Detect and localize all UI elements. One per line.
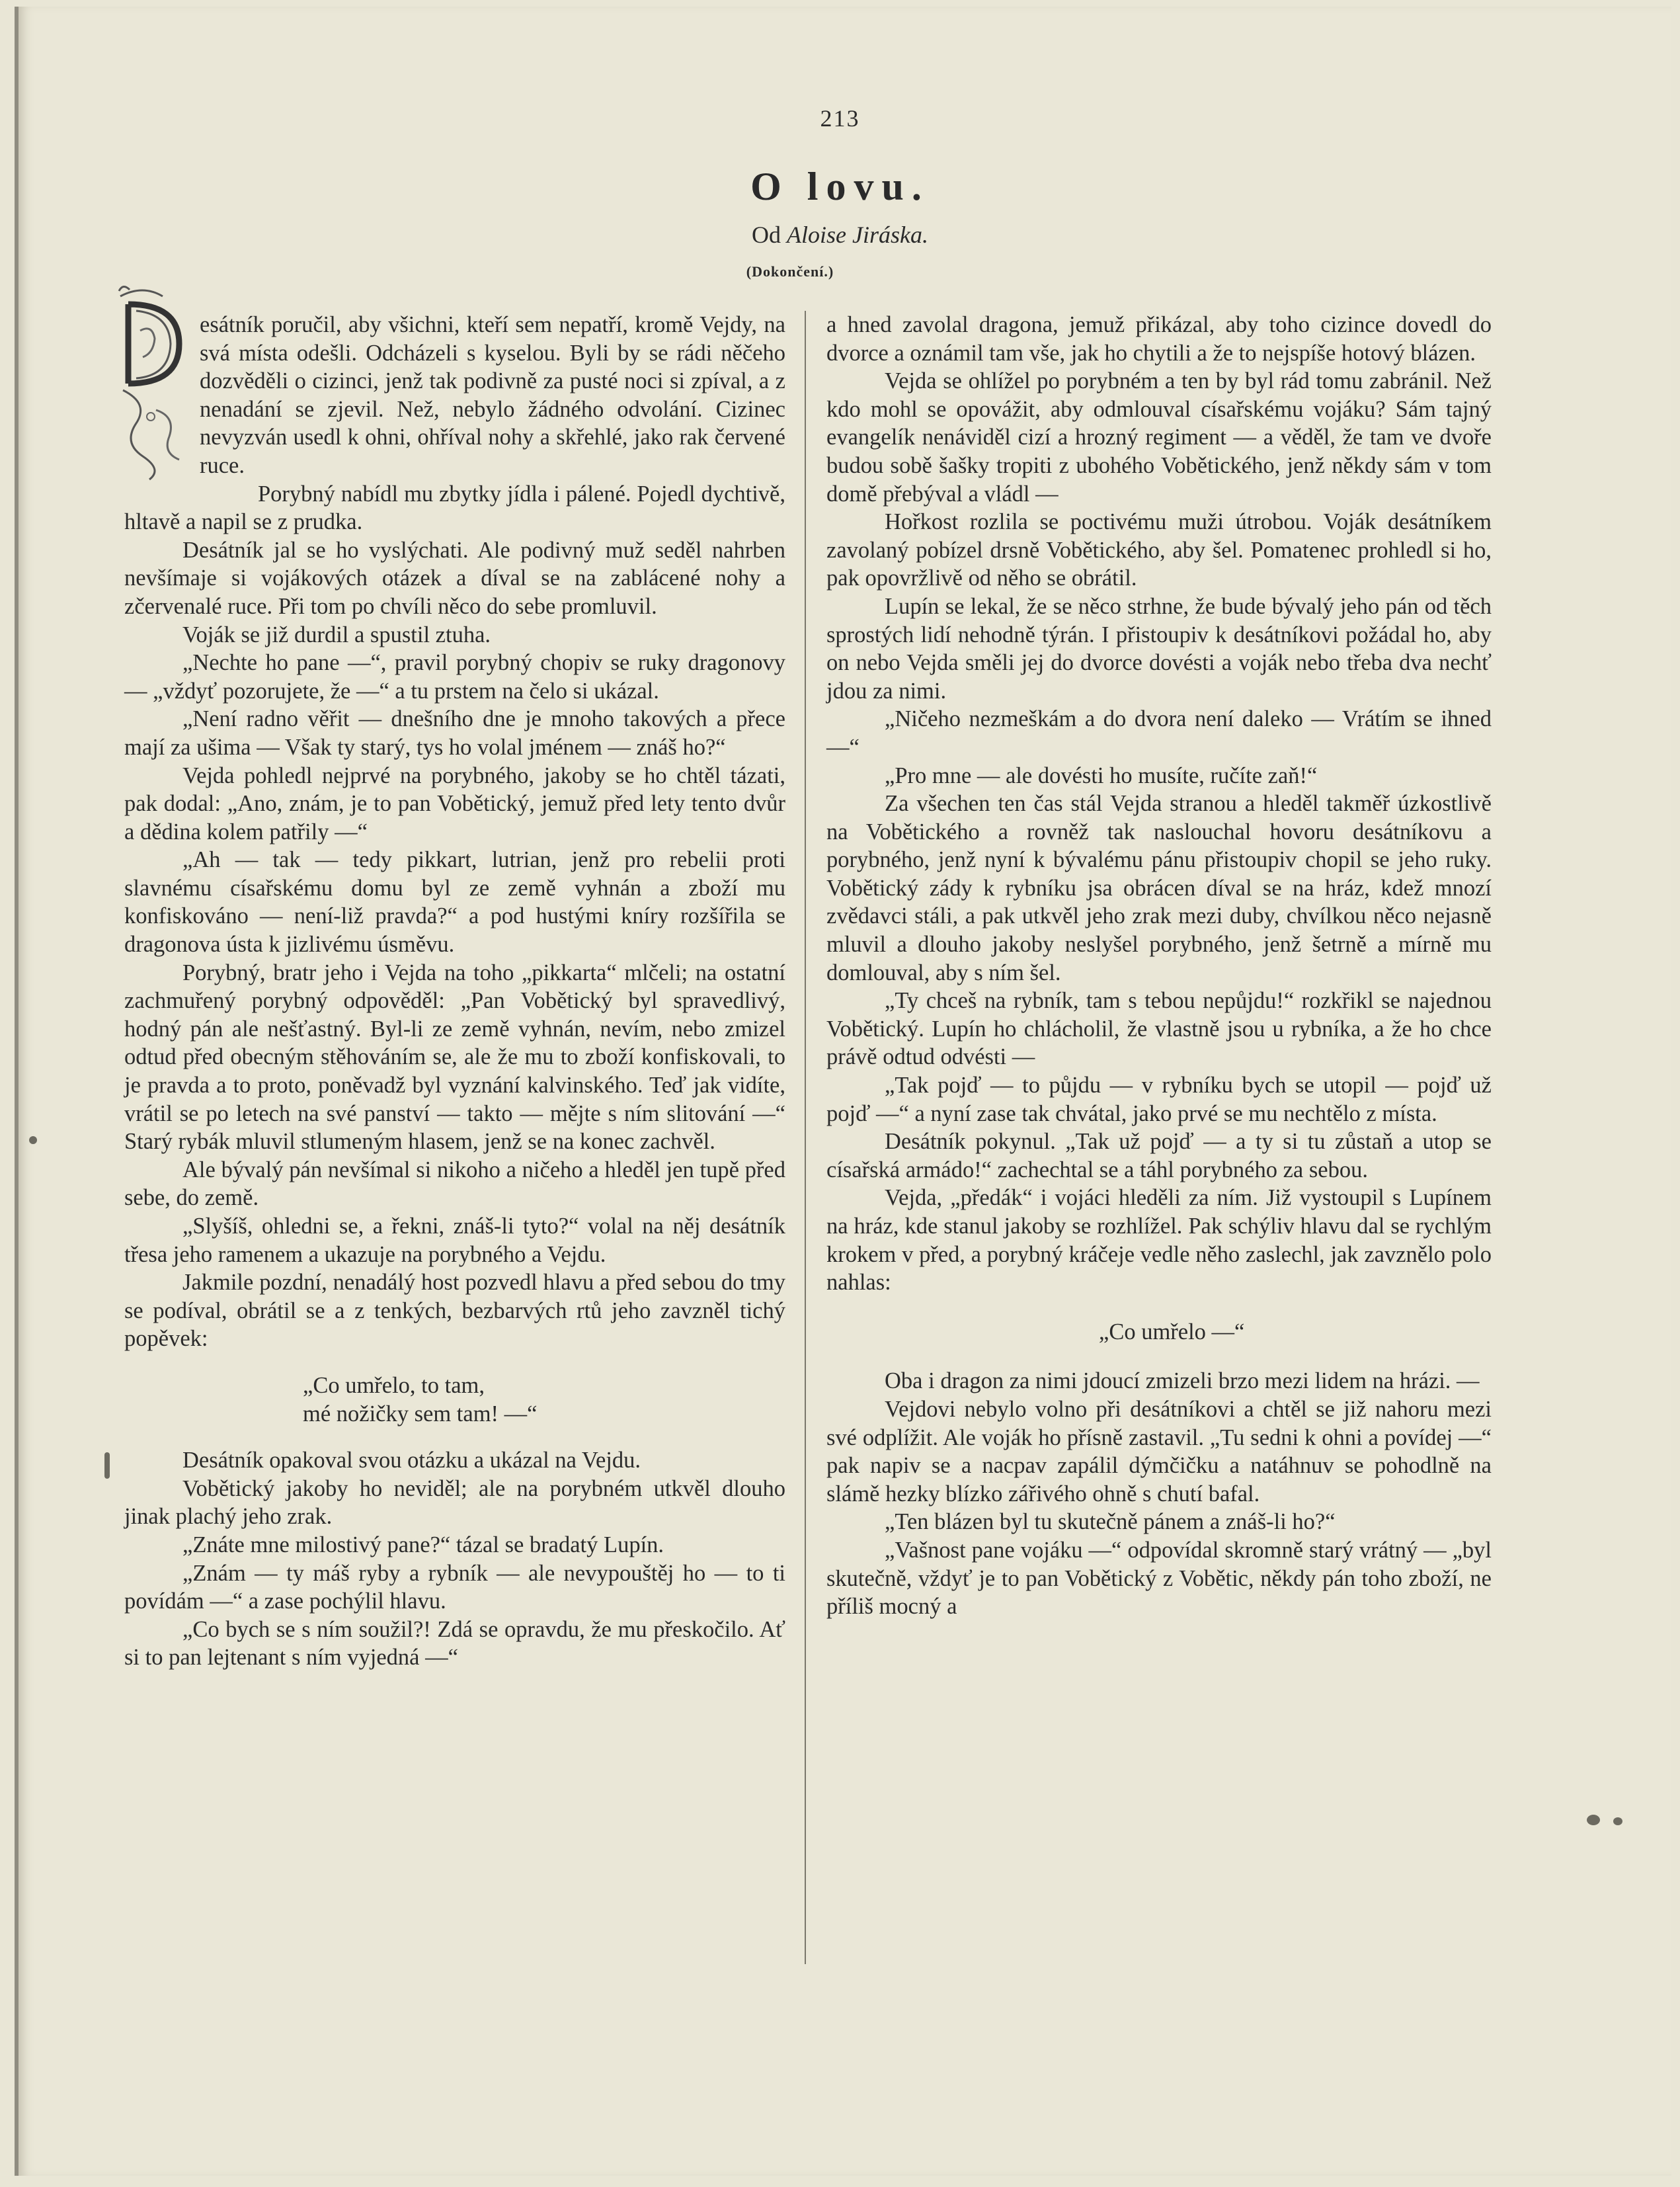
paper-speck [29,1136,37,1144]
paragraph: „Tak pojď — to půjdu — v rybníku bych se utopil — pojď už pojď —“ a nyní zase tak chvátal, jako prvé se mu nechtělo z místa. [826,1073,1492,1126]
paragraph: „Ah — tak — tedy pikkart, lutrian, jenž pro rebelii proti slavnému císařskému domu byl ze země vyhnán a zboží mu konfiskováno — není-liž pravda?“ a pod hustými kníry rozšířila se dragonova ústa k jizlivému úsměvu. [124,847,785,958]
paragraph: Porybný, bratr jeho i Vejda na toho „pikkarta“ mlčeli; na ostatní zachmuřený porybný odpověděl: „Pan Vobětický byl spravedlivý, hodný pán ale nešťastný. Byl-li ze země vyhnán, nevím, nebo zmizel odtud před obecným stěhováním se, ale že mu to zboží konfiskovali, to je pravda a to proto, poněvadž byl vyznání kalvinského. Teď jak vidíte, vrátil se po letech na své panství — takto — mějte s ním slitování —“ Starý rybák mluvil stlumeným hlasem, jenž se na konec zachvěl. [124,960,785,1155]
paragraph: Hořkost rozlila se poctivému muži útrobou. Voják desátníkem zavolaný pobízel drsně Vobětického, aby šel. Pomatenec prohledl si ho, pak opovržlivě od něho se obrátil. [826,509,1492,591]
byline-author: Aloise Jiráska. [787,222,928,248]
byline [0,221,1680,249]
paragraph: Za všechen ten čas stál Vejda stranou a hleděl takměř úzkostlivě na Vobětického a rovněž tak naslouchal hovoru desátníkovu a porybného, jenž nyní k bývalému pánu přistoupiv chopil se jeho ruky. Vobětický zády k rybníku jsa obrácen díval se na hráz, kdež mnozí zvědavci stáli, a pak utkvěl jeho zrak mezi duby, chvílkou něco nejasně mluvil a dlouho jakoby neslyšel porybného, jenž šetrně a mírně mu domlouval, aby s ním šel. [826,791,1492,985]
paragraph: Desátník opakoval svou otázku a ukázal na Vejdu. [182,1448,641,1473]
paragraph: „Není radno věřit — dnešního dne je mnoho takových a přece mají za ušima — Však ty starý, tys ho volal jménem — znáš ho?“ [124,706,785,760]
paper-speck [1613,1817,1622,1825]
paragraph: Vejdovi nebylo volno při desátníkovi a chtěl se již nahoru mezi své odplížit. Ale voják ho přísně zastavil. „Tu sedni k ohni a povídej —“ pak napiv se a nacpav zapálil dýmčičku a natáhnuv se pohodlně na slámě hezky blízko zářivého ohně s chutí bafal. [826,1396,1492,1506]
paper-speck [1587,1815,1600,1825]
right-column [826,311,1492,1964]
paragraph: Ale bývalý pán nevšímal si nikoho a ničeho a hleděl jen tupě před sebe, do země. [124,1157,785,1211]
paragraph: Jakmile pozdní, nenadálý host pozvedl hlavu a před sebou do tmy se podíval, obrátil se a z tenkých, bezbarvých rtů jeho zavzněl tichý popěvek: [124,1270,785,1352]
left-column [124,311,785,1964]
paragraph: „Nechte ho pane —“, pravil porybný chopiv se ruky dragonovy — „vždyť pozorujete, že —“ a tu prstem na čelo si ukázal. [124,650,785,704]
paragraph: esátník poručil, aby všichni, kteří sem nepatří, kromě Vejdy, na svá místa odešli. Odcházeli s kyselou. Byli by se rádi něčeho dozvěděli o cizinci, jenž tak podivně za pusté noci si zpíval, a z nenadání se zjevil. Než, nebylo žádného odvolání. Cizinec nevyzván usedl k ohni, ohříval nohy a skřehlé, jako rak červené ruce. [200,312,785,478]
verse-line: mé nožičky sem tam! —“ [303,1401,538,1426]
drop-cap-d-icon [116,284,190,483]
paper-speck [104,1452,110,1479]
song-verse [303,1372,785,1428]
paragraph: Vobětický jakoby ho neviděl; ale na porybném utkvěl dlouho jinak plachý jeho zrak. [124,1475,785,1530]
paragraph: „Ničeho nezmeškám a do dvora není daleko — Vrátím se ihned —“ [826,706,1492,760]
paragraph: „Co bych se s ním soužil?! Zdá se opravdu, že mu přeskočilo. Ať si to pan lejtenant s ním vyjedná —“ [124,1616,785,1671]
paragraph: „Ten blázen byl tu skutečně pánem a znáš-li ho?“ [885,1509,1336,1535]
paragraph: „Znáte mne milostivý pane?“ tázal se bradatý Lupín. [182,1532,664,1557]
paragraph: „Vašnost pane vojáku —“ odpovídal skromně starý vrátný — „byl skutečně, vždyť je to pan Vobětický z Vobětic, někdy pán toho zboží, ne příliš mocný a [826,1537,1492,1620]
paragraph: a hned zavolal dragona, jemuž přikázal, aby toho cizince dovedl do dvorce a oznámil tam vše, jak ho chytili a že to nejspíše hotový blázen. [826,312,1492,366]
paragraph: Desátník jal se ho vyslýchati. Ale podivný muž seděl nahrben nevšímaje si vojákových otázek a díval se na zablácené nohy a zčervenalé ruce. Při tom po chvíli něco do sebe promluvil. [124,537,785,619]
paragraph: Vejda, „předák“ i vojáci hleděli za ním. Již vystoupil s Lupínem na hráz, kde stanul jakoby se rozhlížel. Pak schýliv hlavu dal se rychlým krokem v před, a porybný kráčeje vedle něho zaslechl, jak zavznělo polo nahlas: [826,1185,1492,1296]
page-number: 213 [820,105,860,132]
paragraph: Voják se již durdil a spustil ztuha. [182,622,491,647]
song-verse: „Co umřelo —“ [1099,1319,1245,1344]
continued-note: (Dokončení.) [746,263,834,280]
article-title: O lovu. [750,165,930,208]
paragraph: „Slyšíš, ohledni se, a řekni, znáš-li tyto?“ volal na něj desátník třesa jeho ramenem a ukazuje na porybného a Vejdu. [124,1214,785,1267]
paragraph: Desátník pokynul. „Tak už pojď — a ty si tu zůstaň a utop se císařská armádo!“ zachechtal se a táhl porybného za sebou. [826,1129,1492,1182]
verse-line: „Co umřelo, to tam, [303,1372,485,1398]
paragraph: Oba i dragon za nimi jdoucí zmizeli brzo mezi lidem na hrázi. — [885,1368,1480,1394]
paragraph: Porybný nabídl mu zbytky jídla i pálené. Pojedl dychtivě, hltavě a napil se z prudka. [124,481,785,535]
paragraph: Vejda pohledl nejprvé na porybného, jakoby se ho chtěl tázati, pak dodal: „Ano, znám, je to pan Vobětický, jemuž před lety tento dvůr a dědina kolem patřily —“ [124,763,785,845]
paragraph: „Znám — ty máš ryby a rybník — ale nevypouštěj ho — to ti povídám —“ a zase pochýlil hlavu. [124,1560,785,1614]
paragraph: Vejda se ohlížel po porybném a ten by byl rád tomu zabránil. Než kdo mohl se opovážit, aby odmlouval císařskému vojáku? Sám tajný evangelík nenáviděl cizí a hrozný regiment — a věděl, že tam ve dvoře budou sobě šašky tropiti z ubohého Vobětického, jenž někdy sám v tom domě přebýval a vládl — [826,368,1492,507]
byline-prefix: Od [752,222,781,248]
paragraph: Lupín se lekal, že se něco strhne, že bude bývalý jeho pán od těch sprostých lidí nehodně týrán. I přistoupiv k desátníkovi požádal ho, aby on nebo Vejda směli jej do dvorce dovésti a voják nebo třeba dva nechť jdou za nimi. [826,593,1492,704]
column-divider [805,311,806,1964]
paragraph: „Pro mne — ale dovésti ho musíte, ručíte zaň!“ [885,763,1318,788]
paragraph: „Ty chceš na rybník, tam s tebou nepůjdu!“ rozkřikl se najednou Vobětický. Lupín ho chlácholil, že vlastně jsou u rybníka, a že ho chce právě odtud odvésti — [826,988,1492,1070]
